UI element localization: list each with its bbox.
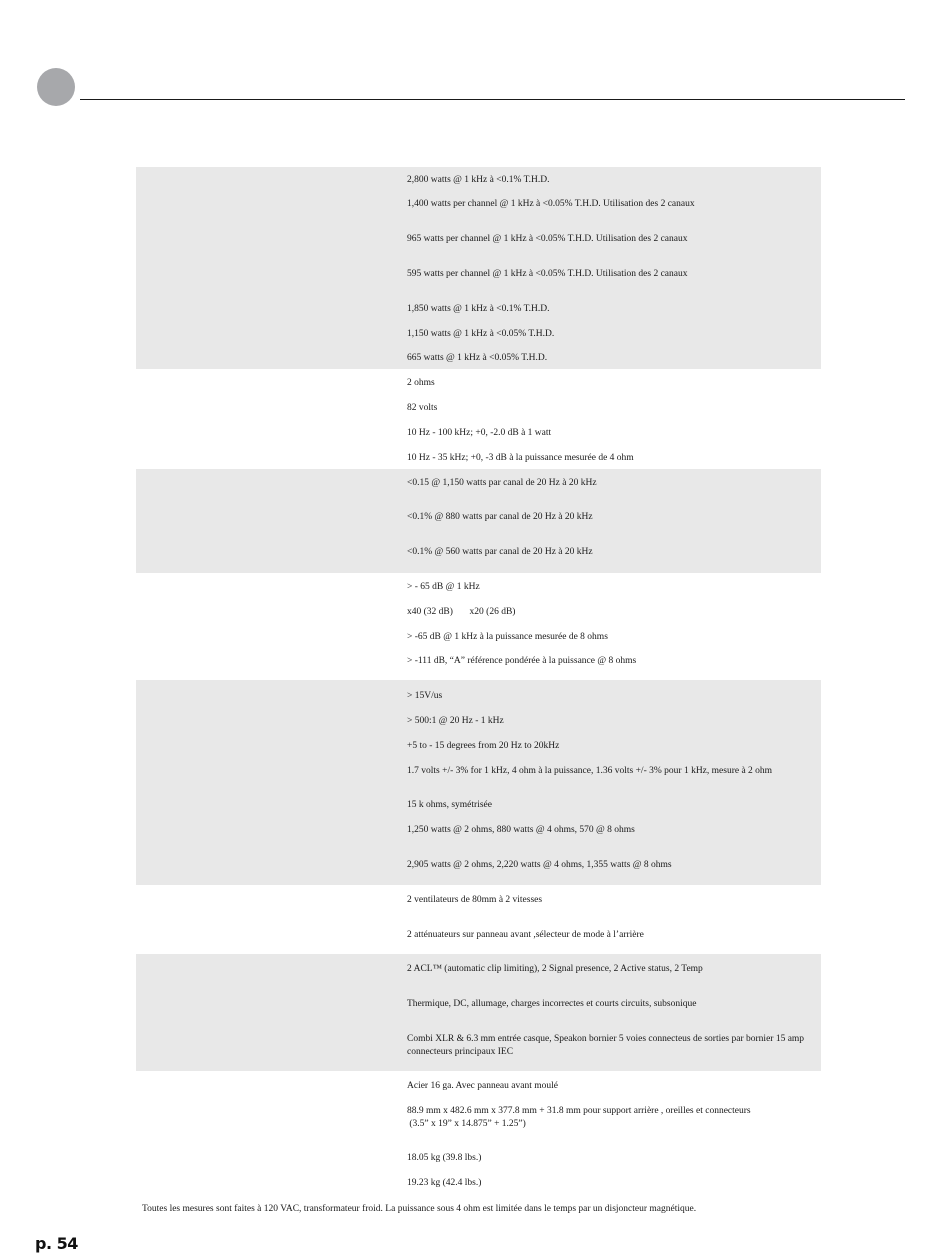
header-rule (80, 99, 905, 100)
spec-group-cooling-controls (136, 885, 821, 954)
spec-value: <0.15 @ 1,150 watts par canal de 20 Hz à 20 kHz (407, 478, 597, 488)
spec-value: Acier 16 ga. Avec panneau avant moulé (407, 1081, 558, 1091)
spec-value: 88.9 mm x 482.6 mm x 377.8 mm + 31.8 mm pour support arrière , oreilles et connecteurs (3.5” x 19” x 14.875” + 1.25”) (407, 1106, 751, 1129)
spec-value: > -65 dB @ 1 kHz à la puissance mesurée de 8 ohms (407, 632, 608, 642)
spec-value: 965 watts per channel @ 1 kHz à <0.05% T.H.D. Utilisation des 2 canaux (407, 234, 688, 244)
spec-value: Thermique, DC, allumage, charges incorrectes et courts circuits, subsonique (407, 999, 697, 1009)
spec-value: 10 Hz - 35 kHz; +0, -3 dB à la puissance mesurée de 4 ohm (407, 453, 634, 463)
spec-value: 2,905 watts @ 2 ohms, 2,220 watts @ 4 ohms, 1,355 watts @ 8 ohms (407, 860, 672, 870)
spec-value: 1,400 watts per channel @ 1 kHz à <0.05% T.H.D. Utilisation des 2 canaux (407, 199, 695, 209)
spec-value: 665 watts @ 1 kHz à <0.05% T.H.D. (407, 353, 548, 363)
spec-group-construction-dimensions (136, 1071, 821, 1199)
spec-value: 2 ohms (407, 378, 435, 388)
spec-value: 1,850 watts @ 1 kHz à <0.1% T.H.D. (407, 304, 550, 314)
footnote: Toutes les mesures sont faites à 120 VAC, transformateur froid. La puissance sous 4 ohm est limitée dans le temps par un disjoncteur magnétique. (142, 1204, 697, 1214)
spec-group-power-output (136, 167, 821, 369)
spec-value: 1,250 watts @ 2 ohms, 880 watts @ 4 ohms, 570 @ 8 ohms (407, 825, 635, 835)
spec-value: 2 ventilateurs de 80mm à 2 vitesses (407, 895, 543, 905)
spec-group-crosstalk-gain (136, 573, 821, 680)
spec-value: 82 volts (407, 403, 438, 413)
page-number: p. 54 (35, 1234, 78, 1253)
spec-group-load-response (136, 369, 821, 469)
spec-value: 18.05 kg (39.8 lbs.) (407, 1153, 482, 1163)
spec-value: +5 to - 15 degrees from 20 Hz to 20kHz (407, 741, 560, 751)
spec-value: 19.23 kg (42.4 lbs.) (407, 1178, 482, 1188)
spec-value: 1,150 watts @ 1 kHz à <0.05% T.H.D. (407, 329, 555, 339)
spec-group-input-characteristics (136, 680, 821, 885)
spec-value: 2 ACL™ (automatic clip limiting), 2 Signal presence, 2 Active status, 2 Temp (407, 964, 703, 974)
spec-value: 10 Hz - 100 kHz; +0, -2.0 dB à 1 watt (407, 428, 552, 438)
spec-group-distortion (136, 469, 821, 573)
spec-value: 2 atténuateurs sur panneau avant ,sélecteur de mode à l’arrière (407, 930, 644, 940)
spec-value: Combi XLR & 6.3 mm entrée casque, Speakon bornier 5 voies connecteus de sorties par bornier 15 amp connecteurs principaux IEC (407, 1034, 805, 1057)
spec-value: <0.1% @ 880 watts par canal de 20 Hz à 20 kHz (407, 512, 593, 522)
spec-value: > 15V/us (407, 691, 443, 701)
section-marker-circle (37, 68, 75, 106)
spec-value: 15 k ohms, symétrisée (407, 800, 492, 810)
spec-value: <0.1% @ 560 watts par canal de 20 Hz à 20 kHz (407, 547, 593, 557)
spec-value: 2,800 watts @ 1 kHz à <0.1% T.H.D. (407, 175, 550, 185)
spec-value: 1.7 volts +/- 3% for 1 kHz, 4 ohm à la puissance, 1.36 volts +/- 3% pour 1 kHz, mesure à 2 ohm (407, 766, 773, 776)
spec-value: x40 (32 dB) x20 (26 dB) (407, 607, 516, 617)
spec-value: > - 65 dB @ 1 kHz (407, 582, 480, 592)
spec-value: > 500:1 @ 20 Hz - 1 kHz (407, 716, 504, 726)
spec-value: 595 watts per channel @ 1 kHz à <0.05% T.H.D. Utilisation des 2 canaux (407, 269, 688, 279)
spec-table (136, 167, 821, 1199)
spec-value: > -111 dB, “A” référence pondérée à la puissance @ 8 ohms (407, 656, 637, 666)
spec-group-indicators-connectors (136, 954, 821, 1071)
